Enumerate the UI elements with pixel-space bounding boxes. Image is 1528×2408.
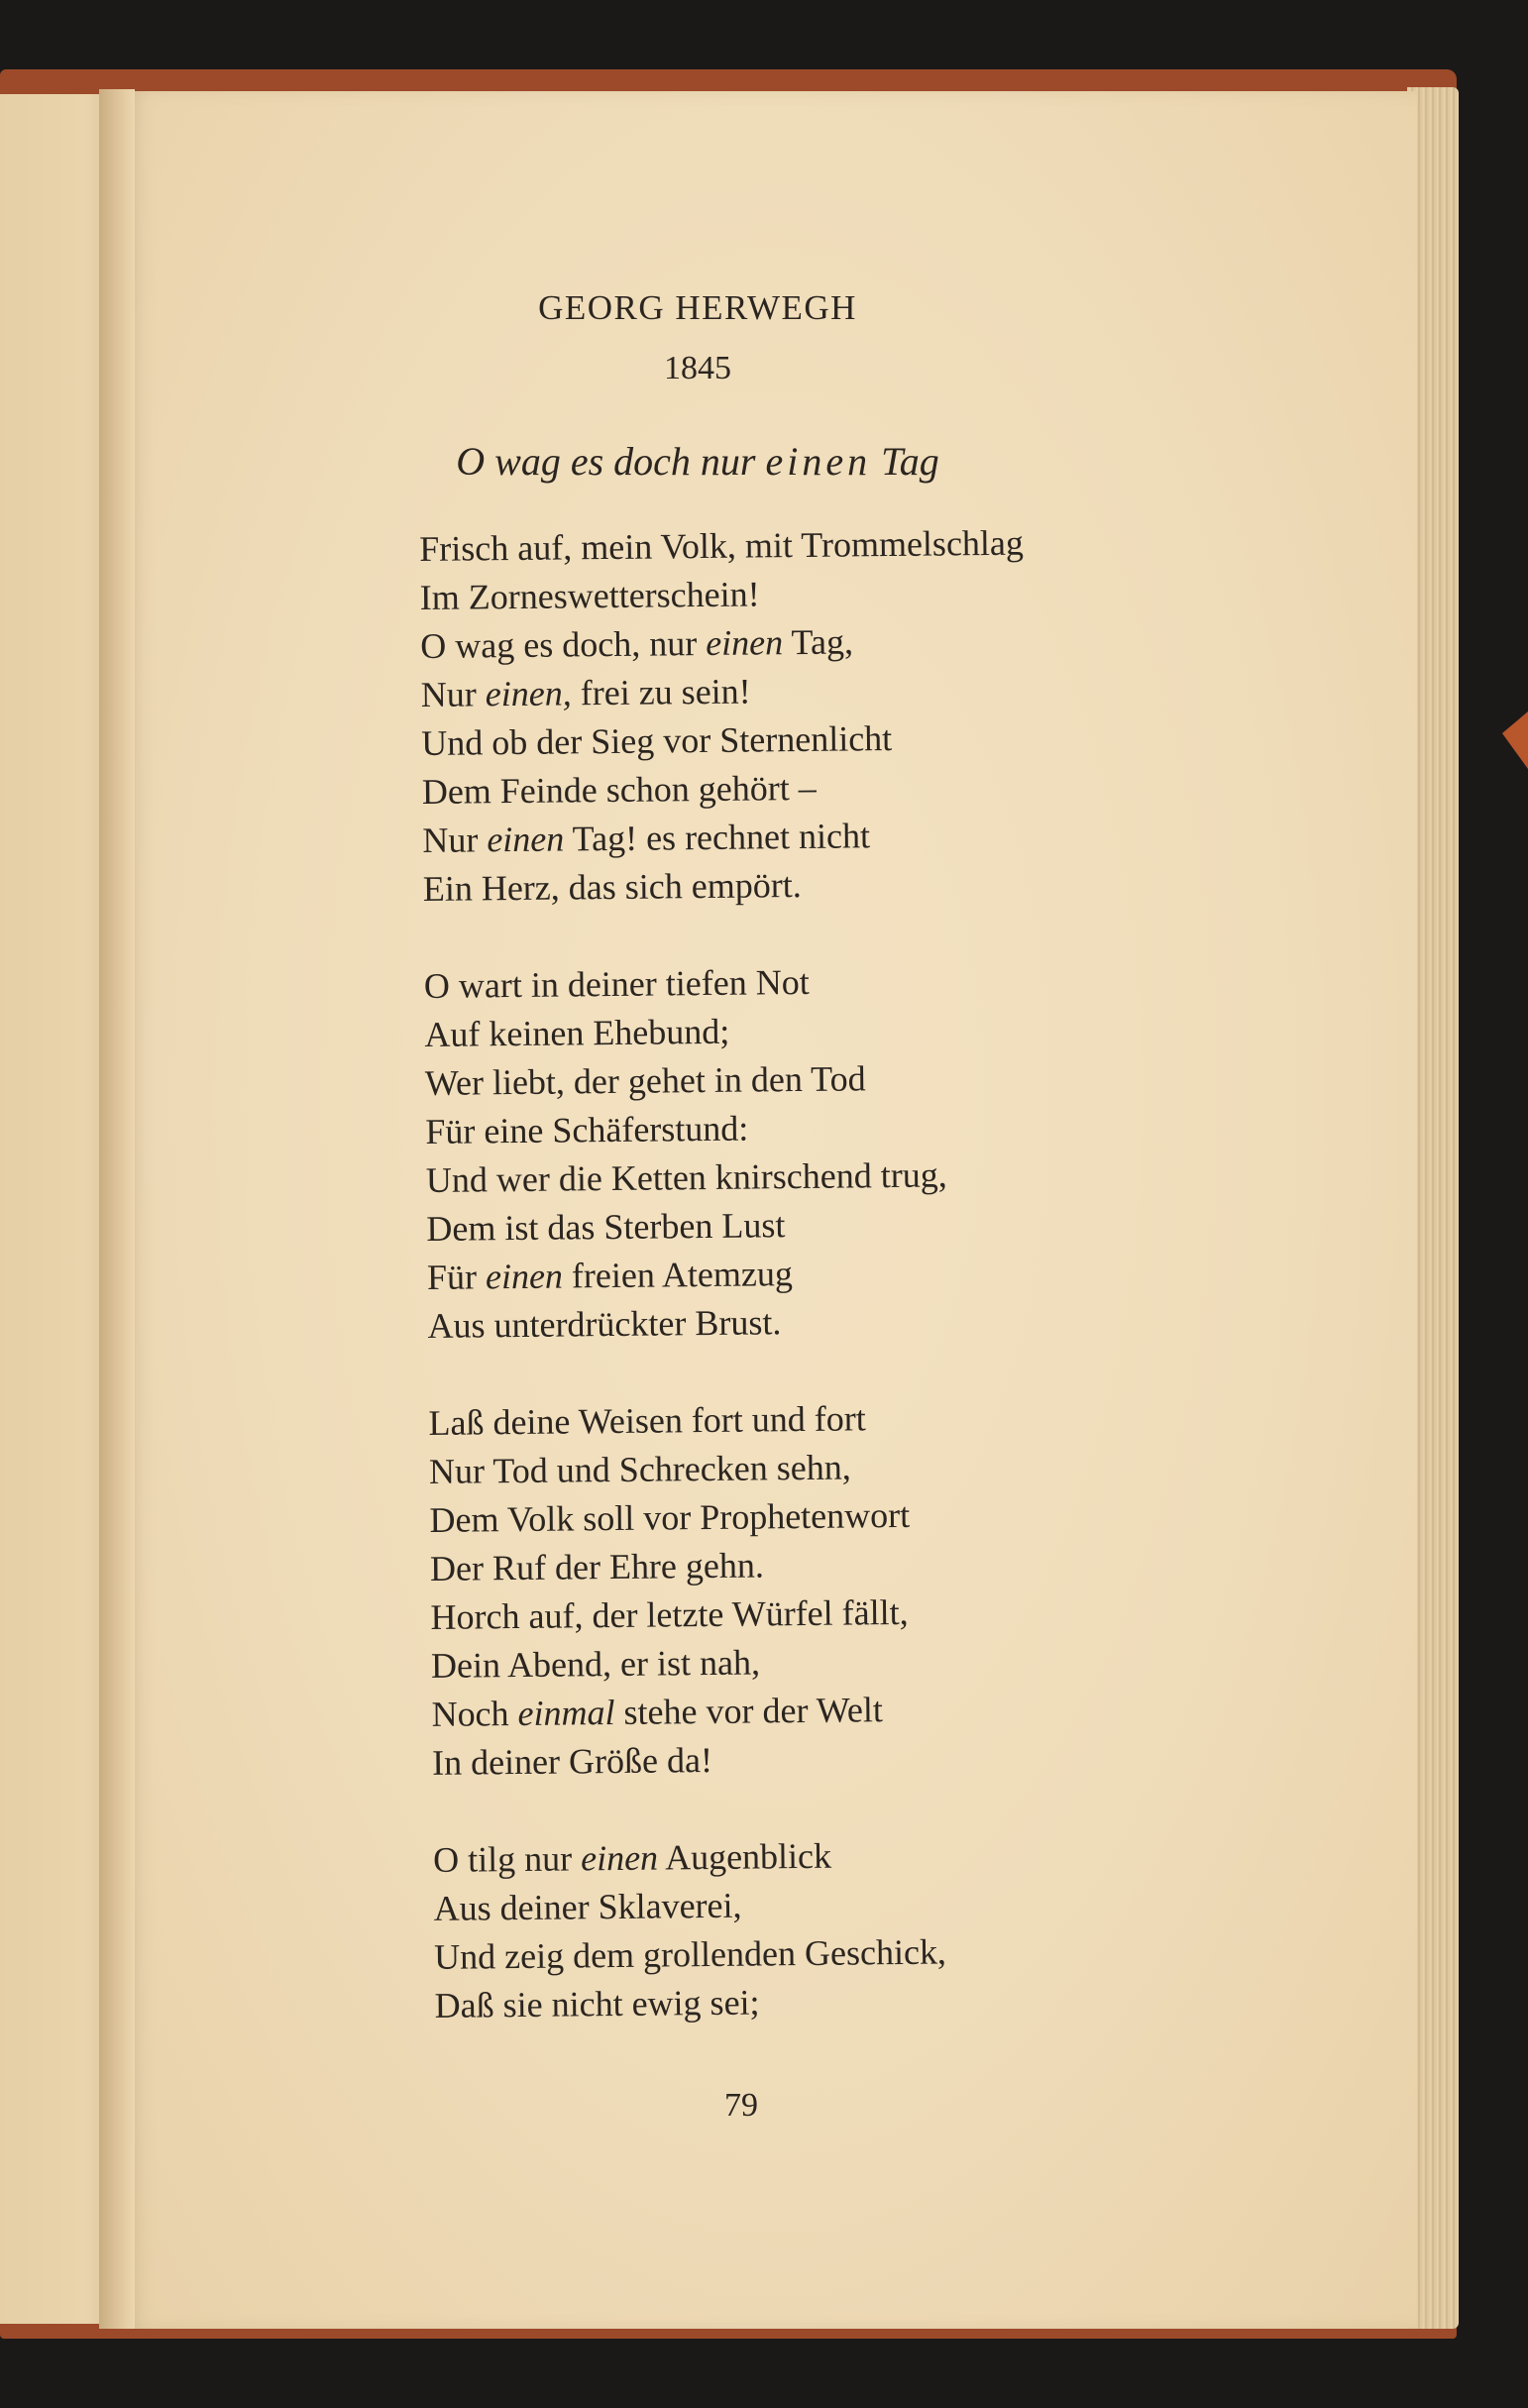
poem-line-text: frei zu sein! — [571, 671, 751, 713]
poem-line — [431, 1683, 1145, 1739]
poem-line-text: Nur Tod und Schrecken sehn, — [428, 1447, 851, 1491]
poem-line — [421, 711, 1135, 768]
poem-line-text: stehe vor der Welt — [614, 1690, 884, 1732]
poem-line — [423, 857, 1137, 914]
poem-line — [433, 1828, 1146, 1885]
poem-stanza — [428, 1391, 1146, 1788]
poem-stanza — [419, 517, 1137, 914]
poem-line — [434, 1974, 1147, 2030]
poem-line-text: Im Zorneswetterschein! — [419, 574, 760, 617]
poem-title-part: O wag es doch nur — [456, 439, 766, 484]
poem-stanza — [424, 954, 1142, 1351]
page-number: 79 — [724, 2087, 758, 2124]
poem-line-text: O wart in deiner tiefen Not — [423, 961, 810, 1006]
poem-line-text: Horch auf, der letzte Würfel fällt, — [430, 1591, 909, 1637]
poem-line-text: In deiner Größe da! — [431, 1739, 713, 1783]
poem-title-part-spaced: einen — [765, 439, 872, 484]
poem-body — [419, 517, 1148, 2029]
poem-line — [433, 1877, 1146, 1933]
poem-line-text: Und wer die Ketten knirschend trug, — [425, 1154, 947, 1200]
poem-line — [420, 566, 1134, 622]
poem-line — [431, 1634, 1145, 1691]
poem-line-text: Tag, — [782, 621, 854, 663]
poem-line — [434, 1925, 1147, 1982]
poem-line — [422, 809, 1136, 865]
poem-line-text: Aus unterdrückter Brust. — [427, 1302, 782, 1346]
poem-line — [424, 1003, 1138, 1059]
poem-line-text: Nur — [422, 820, 488, 860]
poem-line-text: Und zeig dem grollenden Geschick, — [433, 1931, 947, 1977]
poem-line-text: Frisch auf, mein Volk, mit Trommelschlag — [419, 522, 1025, 569]
poem-line-text: Und ob der Sieg vor Sternenlicht — [421, 718, 893, 763]
poem-line — [425, 1051, 1139, 1108]
poem-stanza — [433, 1828, 1148, 2030]
poem-line-text: Daß sie nicht ewig sei; — [434, 1982, 760, 2025]
poem-line-text: O wag es doch, nur — [420, 622, 707, 666]
poem-line-text: Ein Herz, das sich empört. — [422, 864, 802, 909]
cover-corner — [1502, 711, 1528, 769]
poem-line-emphasis: einen — [705, 622, 784, 663]
poem-line-text: Noch — [431, 1694, 518, 1734]
poem-line-text: Dem Feinde schon gehört – — [421, 767, 817, 812]
poem-line-text: Nur — [420, 674, 486, 714]
poem-line-text: Dem Volk soll vor Prophetenwort — [429, 1494, 911, 1540]
poem-title-part: Tag — [871, 439, 939, 484]
poem-title — [0, 439, 1395, 484]
poem-line-text: Augenblick — [657, 1835, 832, 1878]
poem-line-text: Laß deine Weisen fort und fort — [428, 1398, 866, 1443]
poem-line-text: freien Atemzug — [562, 1254, 794, 1296]
poem-line — [428, 1391, 1142, 1448]
poem-line — [426, 1149, 1140, 1205]
poem-line-emphasis: einen, — [485, 673, 572, 714]
poem-line-text: Für — [426, 1257, 487, 1297]
poem-line — [422, 760, 1136, 817]
poem-line-emphasis: einen — [580, 1837, 659, 1879]
poem-line-text: O tilg nur — [432, 1838, 582, 1880]
year-heading: 1845 — [664, 350, 731, 386]
poem-line — [424, 954, 1138, 1011]
poem-line-emphasis: einen — [485, 1256, 564, 1297]
poem-line-text: Aus deiner Sklaverei, — [433, 1885, 742, 1928]
poem-line — [426, 1197, 1140, 1254]
poem-line-text: Wer liebt, der gehet in den Tod — [424, 1058, 866, 1103]
poem-line — [425, 1100, 1139, 1156]
poem-line — [421, 663, 1135, 719]
poem-line — [432, 1731, 1146, 1788]
book-gutter — [99, 89, 135, 2329]
poem-line-emphasis: einmal — [517, 1692, 615, 1734]
poem-line — [427, 1294, 1141, 1351]
poem-line — [430, 1537, 1144, 1593]
poem-line — [429, 1440, 1143, 1496]
poem-line-text: Tag! es rechnet nicht — [564, 816, 871, 859]
poem-line — [420, 614, 1134, 671]
poem-line — [430, 1586, 1144, 1642]
poem-line-text: Dein Abend, er ist nah, — [430, 1642, 761, 1686]
poem-line — [419, 517, 1133, 574]
poem-line — [427, 1246, 1141, 1302]
author-heading: GEORG HERWEGH — [538, 288, 857, 327]
poem-line-text: Dem ist das Sterben Lust — [426, 1205, 786, 1249]
poem-line-text: Für eine Schäferstund: — [425, 1108, 749, 1151]
poem-line-text: Der Ruf der Ehre gehn. — [429, 1545, 765, 1588]
poem-line-emphasis: einen — [487, 819, 565, 860]
poem-line — [429, 1488, 1143, 1545]
poem-line-text: Auf keinen Ehebund; — [424, 1011, 730, 1054]
